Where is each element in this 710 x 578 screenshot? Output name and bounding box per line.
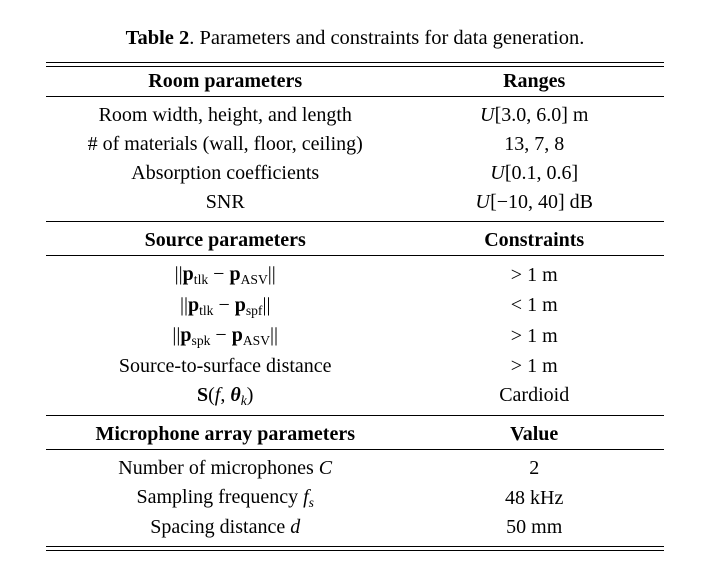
uniform-symbol: U xyxy=(490,162,505,185)
p-symbol: p xyxy=(182,263,194,286)
row-label-materials: # of materials (wall, floor, ceiling) xyxy=(87,133,363,156)
absorption-range: [0.1, 0.6] xyxy=(504,162,579,185)
room-range: [3.0, 6.0] m xyxy=(494,104,589,127)
theta-symbol: θ xyxy=(230,383,241,406)
row-label-directivity: S(f, θk) xyxy=(196,383,254,408)
table-row xyxy=(46,290,664,320)
p-symbol: p xyxy=(180,324,192,347)
row-label-spacing-distance xyxy=(46,513,404,542)
norm-bars-close: || xyxy=(262,293,271,316)
norm-bars-open: || xyxy=(174,263,183,286)
row-label-sampling-frequency xyxy=(46,483,404,513)
row-value-snr xyxy=(404,188,664,217)
row-label-source-to-surface: Source-to-surface distance xyxy=(118,354,332,377)
header-constraints: Constraints xyxy=(484,229,585,252)
S-symbol: S xyxy=(196,383,209,406)
subscript-s: s xyxy=(308,494,314,510)
table-row xyxy=(46,483,664,513)
snr-range: [−10, 40] dB xyxy=(490,191,594,214)
uniform-symbol: U xyxy=(479,104,495,127)
row-value-directivity: Cardioid xyxy=(499,384,570,407)
table-header-microphone xyxy=(46,420,664,449)
subscript-asv: ASV xyxy=(242,332,271,348)
p-symbol: p xyxy=(229,263,241,286)
norm-bars-close: || xyxy=(267,263,276,286)
row-label-snr: SNR xyxy=(205,191,245,214)
subscript-asv: ASV xyxy=(240,271,268,287)
label-text: Number of microphones xyxy=(118,457,314,479)
row-value-dist-spk-asv: > 1 m xyxy=(510,324,558,347)
row-label-dist-tlk-asv xyxy=(46,260,404,290)
caption-label: Table 2 xyxy=(125,27,190,49)
d-symbol: d xyxy=(290,516,301,539)
f-symbol: f xyxy=(303,486,309,508)
table-row xyxy=(46,380,664,410)
table-header-source xyxy=(46,226,664,255)
parameters-table xyxy=(46,62,664,551)
row-label-absorption: Absorption coefficients xyxy=(131,162,320,185)
table-row xyxy=(46,188,664,217)
subscript-tlk: tlk xyxy=(199,302,214,318)
label-text: Spacing distance xyxy=(150,516,286,539)
row-value-absorption xyxy=(404,159,664,188)
subscript-tlk: tlk xyxy=(193,271,209,287)
header-microphone-array-parameters: Microphone array parameters xyxy=(95,423,355,445)
subscript-spf: spf xyxy=(245,302,263,318)
row-label-dist-tlk-spf xyxy=(46,290,404,320)
C-symbol: C xyxy=(318,457,333,479)
row-value-mic-count: 2 xyxy=(529,457,540,479)
norm-bars-open: || xyxy=(172,324,181,347)
row-label-dist-spk-asv xyxy=(46,321,404,351)
table-row xyxy=(46,130,664,159)
minus-sign: − xyxy=(215,324,227,347)
label-text: Sampling frequency xyxy=(136,486,299,508)
p-symbol: p xyxy=(187,293,200,316)
table-header-room xyxy=(46,67,664,96)
uniform-symbol: U xyxy=(475,191,491,214)
table-row xyxy=(46,513,664,542)
caption-text: . Parameters and constraints for data generation. xyxy=(189,27,585,49)
table-caption xyxy=(46,26,664,52)
p-symbol: p xyxy=(231,324,243,347)
row-value-spacing-distance: 50 mm xyxy=(506,516,563,539)
p-symbol: p xyxy=(234,293,246,316)
table-row xyxy=(46,321,664,351)
header-source-parameters: Source parameters xyxy=(144,229,306,252)
table-row xyxy=(46,351,664,380)
row-label-mic-count xyxy=(46,454,404,483)
minus-sign: − xyxy=(218,293,230,316)
row-label-room-dimensions: Room width, height, and length xyxy=(98,104,352,127)
minus-sign: − xyxy=(213,263,225,286)
table-row xyxy=(46,454,664,483)
row-value-dist-tlk-asv: > 1 m xyxy=(510,263,558,286)
row-value-sampling-frequency: 48 kHz xyxy=(505,486,564,509)
table-row xyxy=(46,159,664,188)
rule-bottom xyxy=(46,546,664,551)
row-value-room-dimensions xyxy=(404,101,664,130)
row-value-source-to-surface: > 1 m xyxy=(510,354,558,377)
header-ranges: Ranges xyxy=(503,70,566,93)
subscript-k: k xyxy=(240,392,247,408)
norm-bars-close: || xyxy=(270,324,279,347)
f-symbol: f xyxy=(214,383,221,406)
table-row xyxy=(46,101,664,130)
row-value-materials: 13, 7, 8 xyxy=(504,133,565,156)
norm-bars-open: || xyxy=(179,293,188,316)
header-room-parameters: Room parameters xyxy=(148,70,303,93)
row-value-dist-tlk-spf: < 1 m xyxy=(510,294,558,317)
subscript-spk: spk xyxy=(191,332,211,348)
header-value: Value xyxy=(510,423,559,445)
table-row xyxy=(46,260,664,290)
